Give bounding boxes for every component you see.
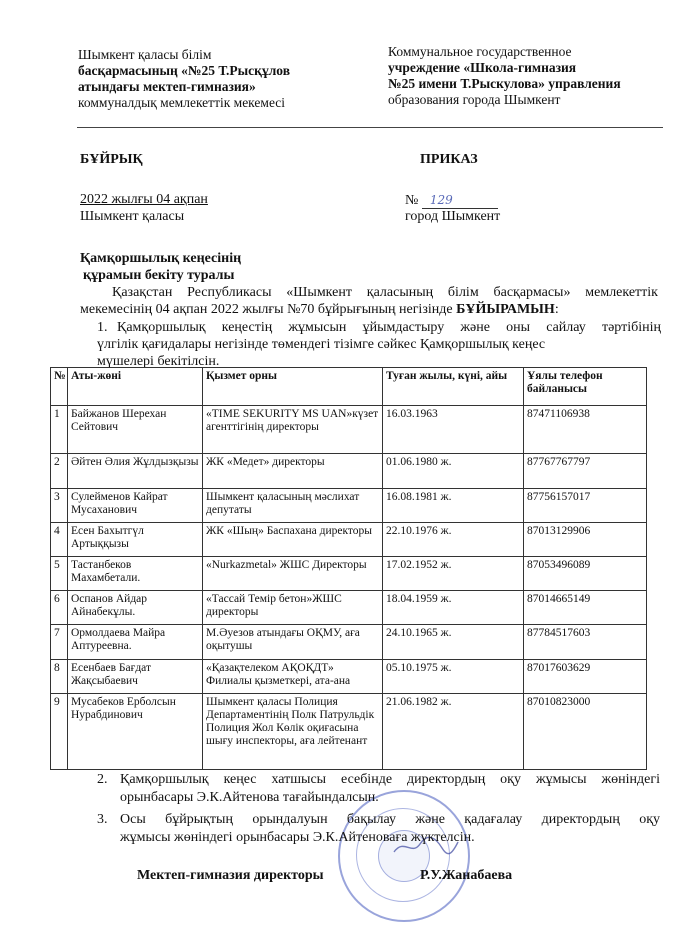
table-header-cell: Аты-жөні	[68, 368, 203, 406]
table-cell: 18.04.1959 ж.	[383, 591, 524, 625]
item2-line: Қамқоршылық кеңес хатшысы есебінде директордың оқу жұмысы жөніндегі	[120, 772, 660, 787]
table-row	[51, 557, 647, 591]
item1-line: Қамқоршылық кеңестің жұмысын ұйымдастыру және оны сайлау тәртібінің	[117, 320, 661, 335]
table-cell: 3	[51, 489, 68, 523]
header-right-line: учреждение «Школа-гимназия	[388, 60, 577, 75]
table-cell: 87471106938	[524, 406, 647, 454]
table-cell: Тастанбеков Махамбетали.	[68, 557, 203, 591]
table-cell: Әйтен Әлия Жұлдызқызы	[68, 454, 203, 489]
members-table	[50, 367, 647, 770]
table-cell: 87017603629	[524, 660, 647, 694]
table-row	[51, 406, 647, 454]
intro-text: мекемесінің 04 ақпан 2022 жылғы №70 бұйрығының негізінде	[80, 302, 453, 317]
table-cell: 17.02.1952 ж.	[383, 557, 524, 591]
item3-line: жұмысы жөніндегі орынбасары Э.К.Айтеноваға жүктелсін.	[120, 830, 475, 845]
intro-bold: БҰЙЫРАМЫН	[456, 302, 555, 317]
table-cell: ЖК «Медет» директоры	[203, 454, 383, 489]
table-header-row	[51, 368, 647, 406]
table-cell: 05.10.1975 ж.	[383, 660, 524, 694]
order-title-kz: БҰЙРЫҚ	[80, 152, 143, 167]
table-cell: 87010823000	[524, 694, 647, 770]
intro-line: мекемесінің 04 ақпан 2022 жылғы №70 бұйрығының негізінде БҰЙЫРАМЫН:	[80, 302, 559, 317]
table-cell: 21.06.1982 ж.	[383, 694, 524, 770]
table-cell: Есенбаев Бағдат Жақсыбаевич	[68, 660, 203, 694]
header-right-line: №25 имени Т.Рыскулова» управления	[388, 76, 621, 91]
table-cell: М.Әуезов атындағы ОҚМУ, аға оқытушы	[203, 625, 383, 660]
signature-title: Мектеп-гимназия директоры	[137, 868, 324, 883]
table-header-cell: Туған жылы, күні, айы	[383, 368, 524, 406]
header-left-line: коммуналдық мемлекеттік мекемесі	[78, 95, 286, 110]
item2-number: 2.	[97, 772, 108, 787]
table-cell: 16.08.1981 ж.	[383, 489, 524, 523]
subject-line: құрамын бекіту туралы	[83, 268, 235, 283]
table-cell: 22.10.1976 ж.	[383, 523, 524, 557]
table-cell: 87013129906	[524, 523, 647, 557]
table-header-cell: Қызмет орны	[203, 368, 383, 406]
header-divider	[77, 127, 663, 128]
table-cell: 2	[51, 454, 68, 489]
header-left	[78, 47, 290, 111]
order-date: 2022 жылғы 04 ақпан	[80, 192, 208, 207]
table-cell: Байжанов Шерехан Сейтович	[68, 406, 203, 454]
table-row	[51, 625, 647, 660]
header-left-line: басқармасының «№25 Т.Рысқұлов	[78, 63, 290, 78]
table-cell: Мусабеков Ерболсын Нурабдинович	[68, 694, 203, 770]
table-cell: Есен Бахытгүл Артыққызы	[68, 523, 203, 557]
subject-line: Қамқоршылық кеңесінің	[80, 251, 242, 266]
table-row	[51, 454, 647, 489]
table-cell: 24.10.1965 ж.	[383, 625, 524, 660]
order-city-kz: Шымкент қаласы	[80, 209, 185, 224]
table-cell: 4	[51, 523, 68, 557]
table-row	[51, 523, 647, 557]
intro-line: Қазақстан Республикасы «Шымкент қаласының білім басқармасы» мемлекеттік	[112, 285, 658, 300]
header-left-line: Шымкент қаласы білім	[78, 47, 212, 62]
table-row	[51, 694, 647, 770]
table-cell: «Қазақтелеком АҚОҚДТ» Филиалы қызметкері, ата-ана	[203, 660, 383, 694]
table-cell: 87784517603	[524, 625, 647, 660]
table-row	[51, 489, 647, 523]
header-left-line: атындағы мектеп-гимназия»	[78, 79, 256, 94]
order-number-label: №	[405, 193, 419, 208]
table-cell: 9	[51, 694, 68, 770]
table-row	[51, 591, 647, 625]
item1-number: 1.	[97, 320, 108, 335]
table-cell: 87767767797	[524, 454, 647, 489]
table-header-cell: №	[51, 368, 68, 406]
table-cell: 87014665149	[524, 591, 647, 625]
table-cell: «Тассай Темір бетон»ЖШС директоры	[203, 591, 383, 625]
order-number	[405, 192, 498, 209]
header-right-line: образования города Шымкент	[388, 92, 561, 107]
item3-number: 3.	[97, 812, 108, 827]
order-title-ru: ПРИКАЗ	[420, 152, 478, 167]
table-header-cell: Ұялы телефон байланысы	[524, 368, 647, 406]
item2-line: орынбасары Э.К.Айтенова тағайындалсын.	[120, 790, 379, 805]
table-cell: «TIME SEKURITY MS UAN»күзет агенттігінің директоры	[203, 406, 383, 454]
header-right	[388, 44, 621, 108]
header-right-line: Коммунальное государственное	[388, 44, 572, 59]
item3-line: Осы бұйрықтың орындалуын бақылау және қадағалау директордың оқу	[120, 812, 660, 827]
table-cell: ЖК «Шың» Баспахана директоры	[203, 523, 383, 557]
table-cell: 1	[51, 406, 68, 454]
item1-line: мүшелері бекітілсін.	[97, 354, 220, 369]
table-cell: Ормолдаева Майра Аптуреевна.	[68, 625, 203, 660]
table-cell: 8	[51, 660, 68, 694]
table-cell: 87053496089	[524, 557, 647, 591]
signature-name: Р.У.Жанабаева	[420, 868, 513, 883]
table-cell: Шымкент қаласының мәслихат депутаты	[203, 489, 383, 523]
order-city-ru: город Шымкент	[405, 209, 501, 224]
table-cell: 87756157017	[524, 489, 647, 523]
table-cell: 16.03.1963	[383, 406, 524, 454]
table-cell: Сулейменов Кайрат Мусаханович	[68, 489, 203, 523]
table-cell: 6	[51, 591, 68, 625]
table-row	[51, 660, 647, 694]
table-cell: 7	[51, 625, 68, 660]
table-cell: 5	[51, 557, 68, 591]
order-number-value: 129	[422, 192, 498, 209]
table-cell: 01.06.1980 ж.	[383, 454, 524, 489]
item1-line: үлгілік қағидалары негізінде төмендегі тізімге сәйкес Қамқоршылық кеңес	[97, 337, 546, 352]
table-cell: Шымкент қаласы Полиция Департаментінің Полк Патрульдік Полиция Жол Көлік оқиғасына шығу инспекторы, аға лейтенант	[203, 694, 383, 770]
table-cell: Оспанов Айдар Айнабекұлы.	[68, 591, 203, 625]
table-cell: «Nurkazmetal» ЖШС Директоры	[203, 557, 383, 591]
